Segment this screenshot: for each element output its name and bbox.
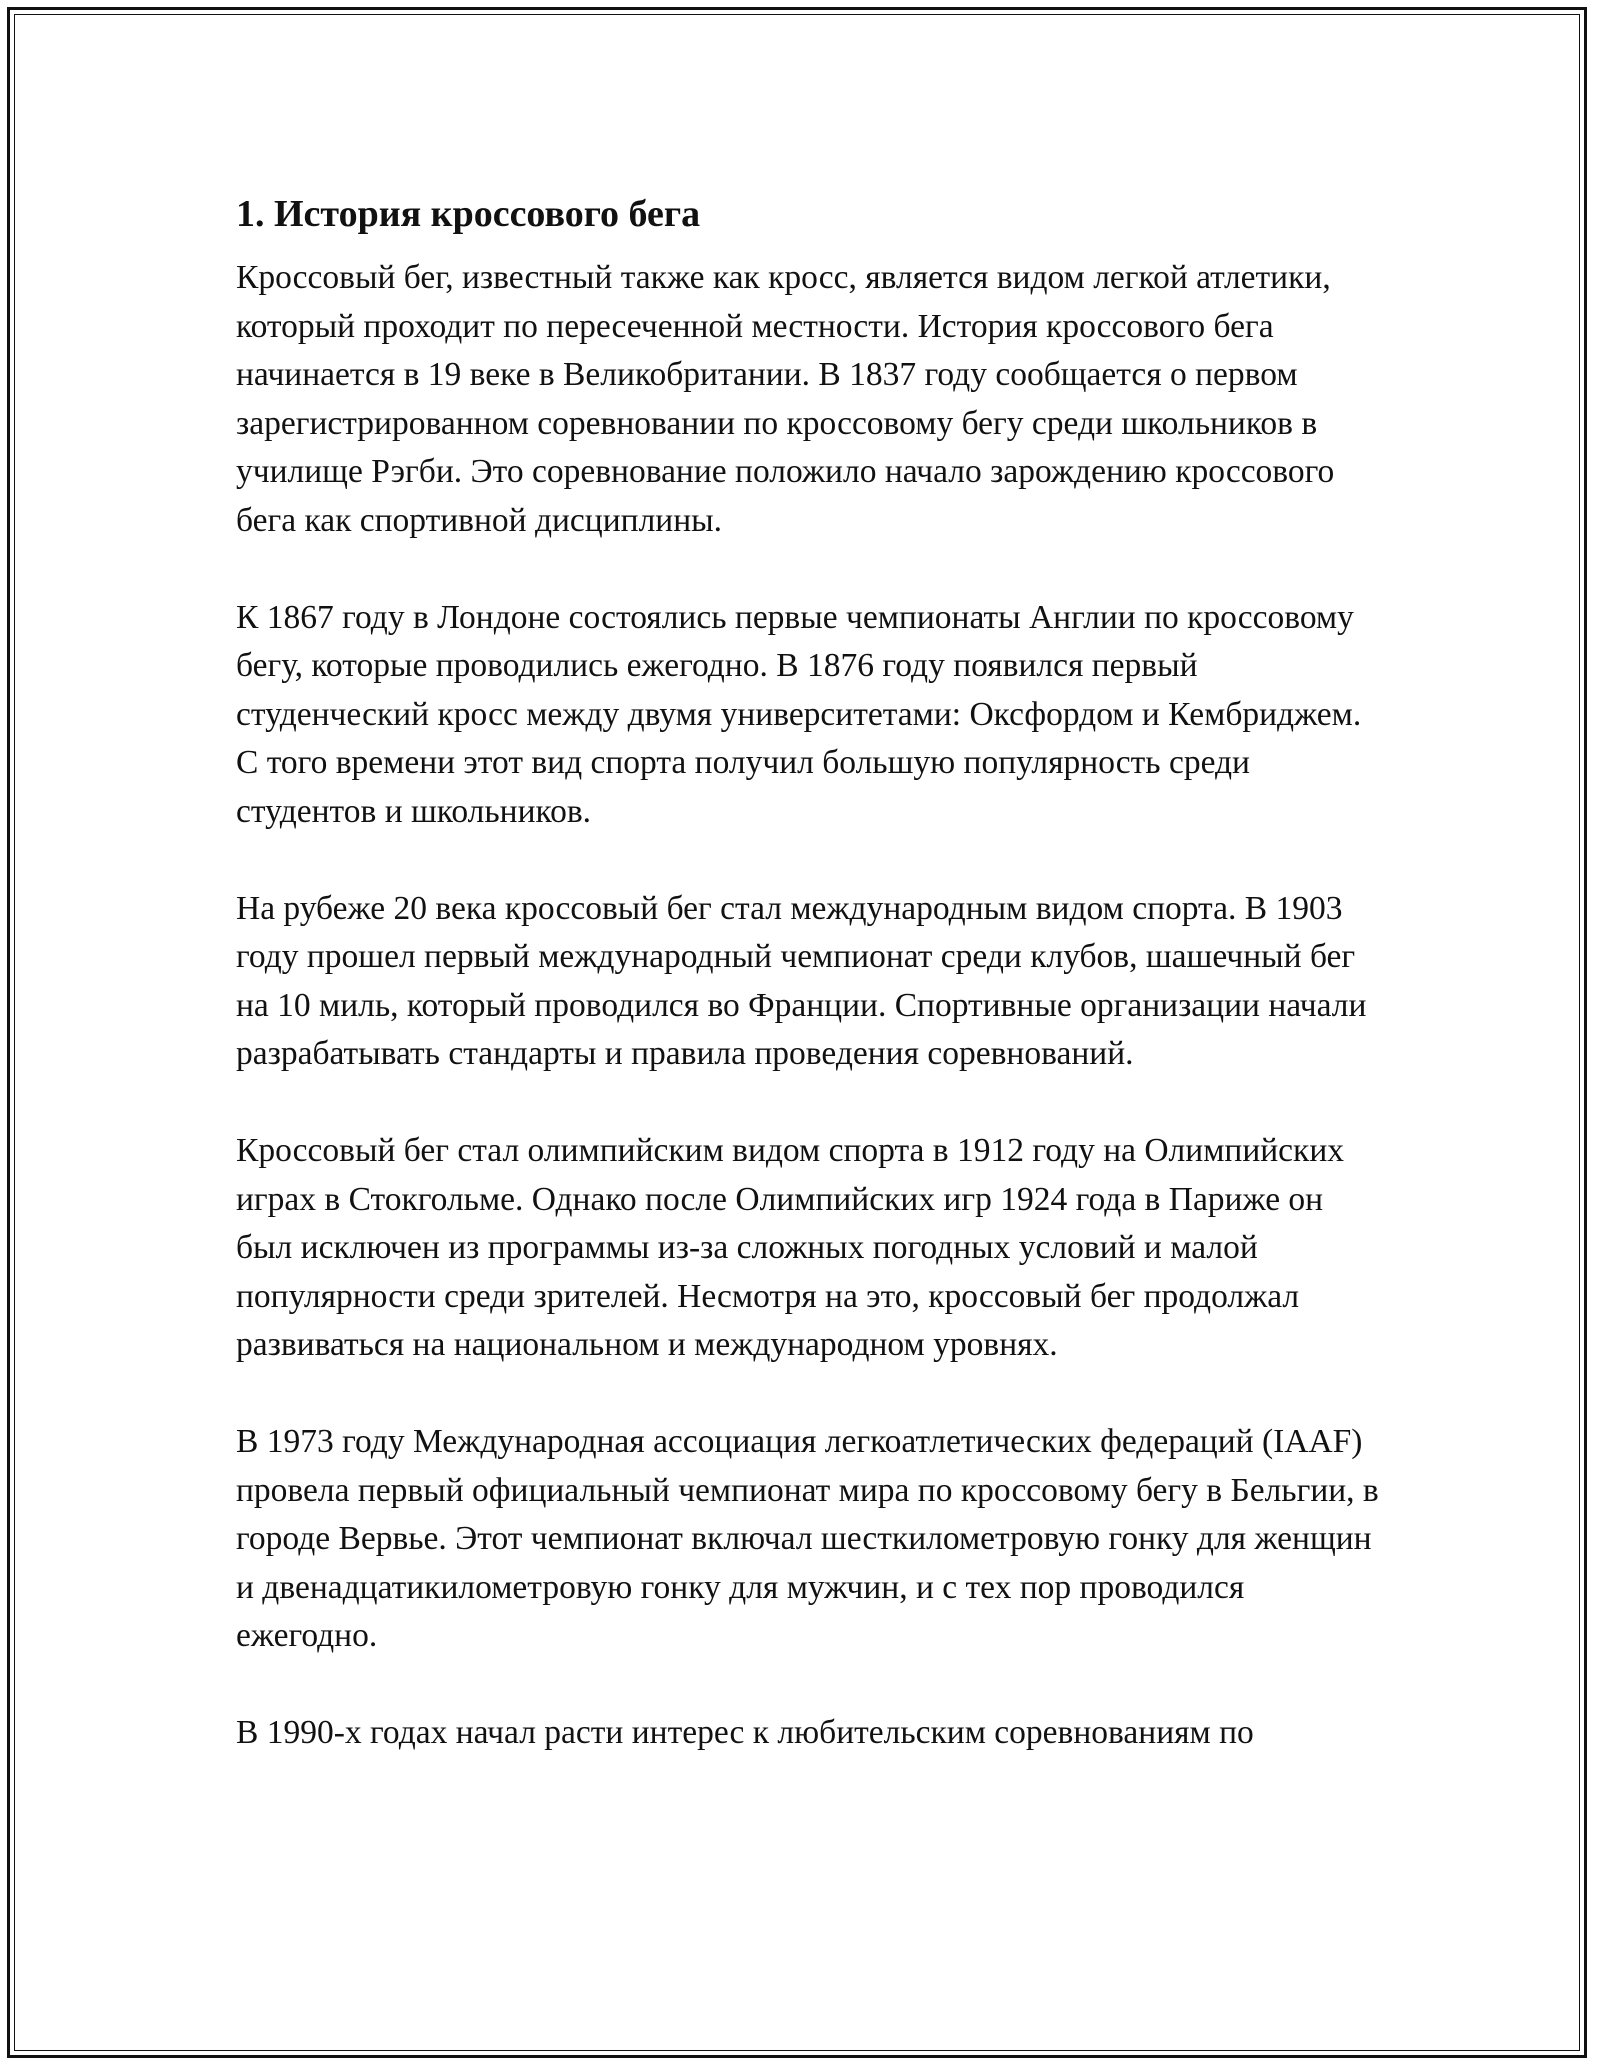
paragraph-5: В 1973 году Международная ассоциация легкоатлетических федераций (IAAF) провела первый официальный чемпионат мира по кроссовому бегу в Бельгии, в городе Вервье. Этот чемпионат включал шесткилометровую гонку для женщин и двенадцатикилометровую гонку для мужчин, и с тех пор проводился ежегодно.: [236, 1423, 1379, 1654]
paragraph-2: К 1867 году в Лондоне состоялись первые чемпионаты Англии по кроссовому бегу, которые проводились ежегодно. В 1876 году появился первый студенческий кросс между двумя университетами: Оксфордом и Кембриджем. С того времени этот вид спорта получил большую популярность среди студентов и школьников.: [236, 598, 1362, 830]
paragraph-3: На рубеже 20 века кроссовый бег стал международным видом спорта. В 1903 году прошел первый международный чемпионат среди клубов, шашечный бег на 10 миль, который проводился во Франции. Спортивные организации начали разрабатывать стандарты и правила проведения соревнований.: [236, 889, 1367, 1072]
section-heading: 1. История кроссового бега: [236, 193, 701, 235]
document-body: [236, 188, 1386, 1806]
paragraph-1: Кроссовый бег, известный также как кросс, является видом легкой атлетики, который проходит по пересеченной местности. История кроссового бега начинается в 19 веке в Великобритании. В 1837 году сообщается о первом зарегистрированном соревновании по кроссовому бегу среди школьников в училище Рэгби. Это соревнование положило начало зарождению кроссового бега как спортивной дисциплины.: [236, 259, 1335, 539]
paragraph-4: Кроссовый бег стал олимпийским видом спорта в 1912 году на Олимпийских играх в Стокгольме. Однако после Олимпийских игр 1924 года в Париже он был исключен из программы из-за сложных погодных условий и малой популярности среди зрителей. Несмотря на это, кроссовый бег продолжал развиваться на национальном и международном уровнях.: [236, 1132, 1345, 1363]
paragraph-6: В 1990-х годах начал расти интерес к любительским соревнованиям по: [236, 1714, 1254, 1751]
